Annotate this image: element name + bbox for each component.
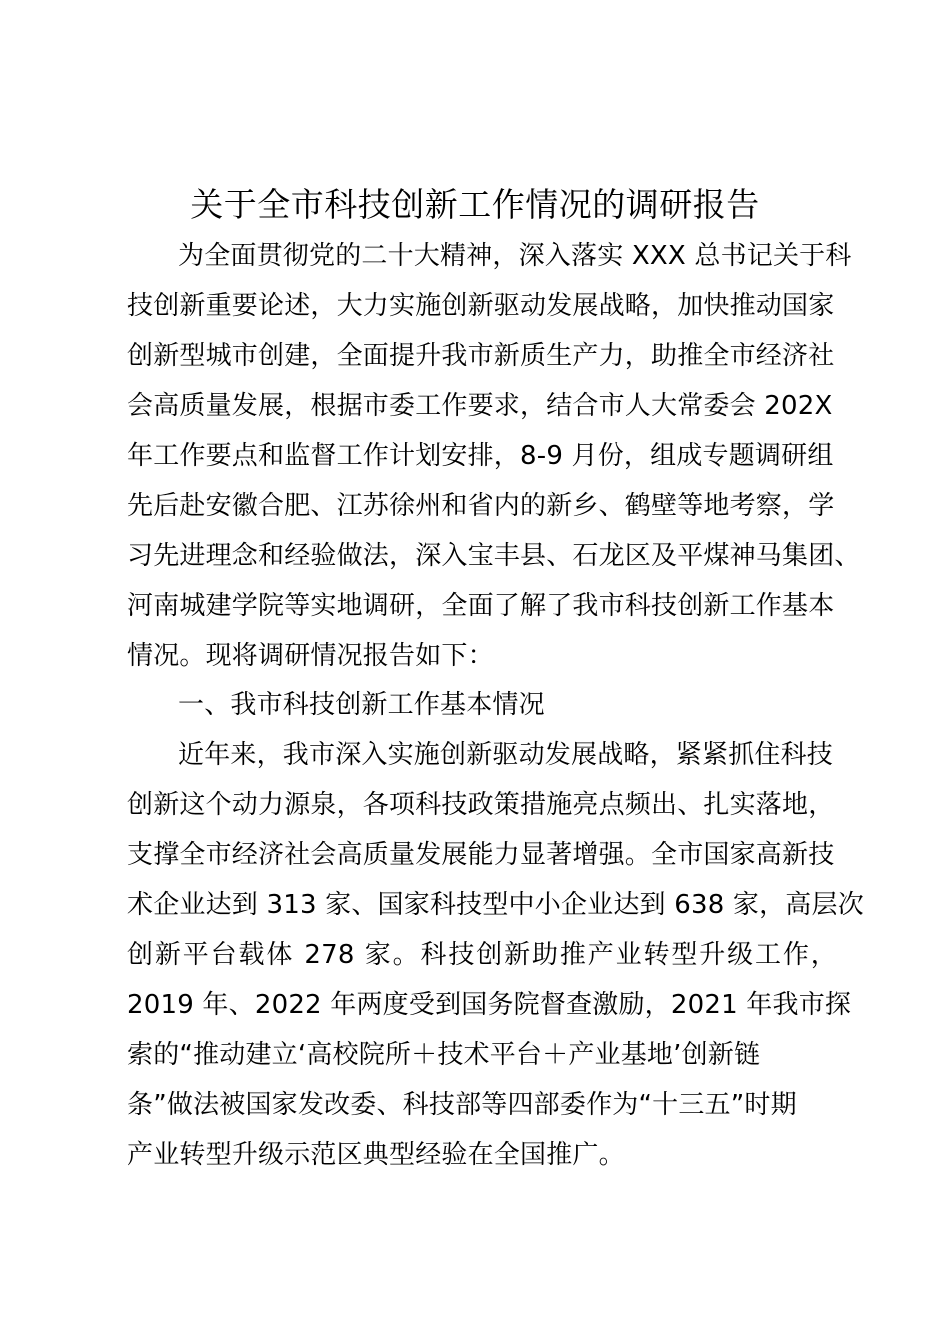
- paragraph-line: 习先进理念和经验做法，深入宝丰县、石龙区及平煤神马集团、: [127, 541, 861, 571]
- paragraph-line: 技创新重要论述，大力实施创新驱动发展战略，加快推动国家: [127, 291, 835, 321]
- paragraph-line: 河南城建学院等实地调研，全面了解了我市科技创新工作基本: [127, 591, 835, 621]
- paragraph-line: 创新平台载体 278 家。科技创新助推产业转型升级工作，: [127, 940, 837, 970]
- section-heading: 一、我市科技创新工作基本情况: [178, 690, 545, 720]
- paragraph-line: 产业转型升级示范区典型经验在全国推广。: [127, 1140, 625, 1170]
- paragraph-line: 支撑全市经济社会高质量发展能力显著增强。全市国家高新技: [127, 840, 835, 870]
- paragraph-line: 条”做法被国家发改委、科技部等四部委作为“十三五”时期: [127, 1090, 797, 1120]
- paragraph-line: 创新这个动力源泉，各项科技政策措施亮点频出、扎实落地，: [127, 790, 835, 820]
- paragraph-line: 索的“推动建立‘高校院所＋技术平台＋产业基地’创新链: [127, 1040, 761, 1070]
- paragraph-line: 会高质量发展，根据市委工作要求，结合市人大常委会 202X: [127, 391, 833, 421]
- document-title: 关于全市科技创新工作情况的调研报告: [190, 185, 760, 224]
- paragraph-line: 2019 年、2022 年两度受到国务院督查激励，2021 年我市探: [127, 990, 852, 1020]
- paragraph-line: 情况。现将调研情况报告如下：: [127, 641, 494, 671]
- paragraph-line: 先后赴安徽合肥、江苏徐州和省内的新乡、鹤壁等地考察，学: [127, 491, 835, 521]
- paragraph-line: 创新型城市创建，全面提升我市新质生产力，助推全市经济社: [127, 341, 835, 371]
- paragraph-line: 为全面贯彻党的二十大精神，深入落实 XXX 总书记关于科: [178, 241, 852, 271]
- paragraph-line: 术企业达到 313 家、国家科技型中小企业达到 638 家，高层次: [127, 890, 864, 920]
- paragraph-line: 近年来，我市深入实施创新驱动发展战略，紧紧抓住科技: [178, 740, 834, 770]
- paragraph-line: 年工作要点和监督工作计划安排，8-9 月份，组成专题调研组: [127, 441, 834, 471]
